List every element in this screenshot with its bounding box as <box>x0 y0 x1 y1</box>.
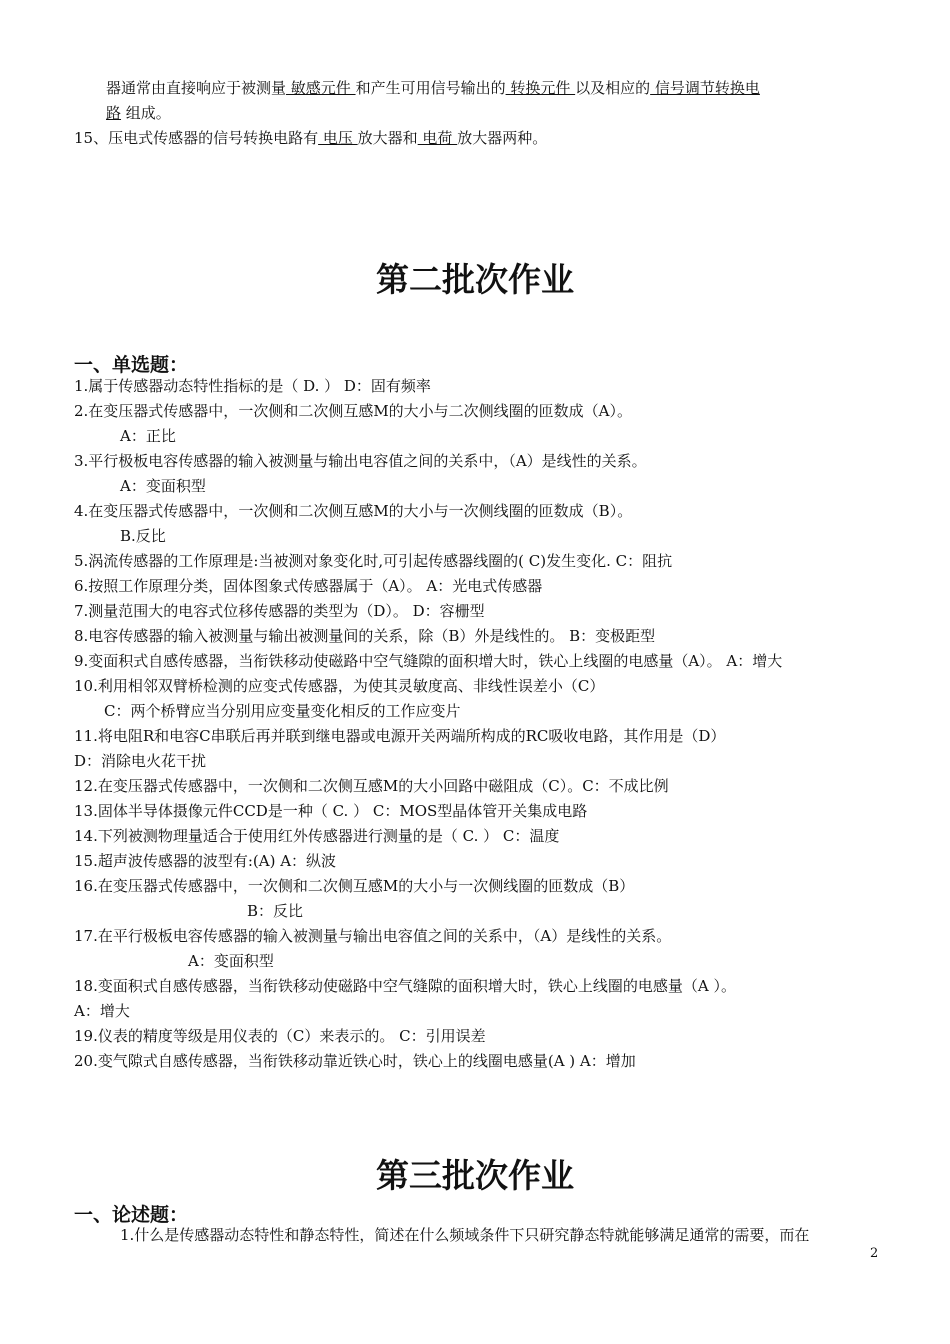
question-line: 15.超声波传感器的波型有:(A) A：纵波 <box>74 852 337 870</box>
answer-blank: 转换元件 <box>505 79 576 97</box>
fill-in-line-15 <box>74 128 547 148</box>
section-heading-single-choice: 一、单选题： <box>74 354 189 376</box>
page-number: 2 <box>870 1246 879 1261</box>
question-line: 16.在变压器式传感器中，一次侧和二次侧互感M的大小与一次侧线圈的匝数成（B） <box>74 877 635 895</box>
question-line: 17.在平行极板电容传感器的输入被测量与输出电容值之间的关系中，（A）是线性的关系。 <box>74 927 672 945</box>
answer-line: A：正比 <box>120 427 176 445</box>
question-line: 10.利用相邻双臂桥检测的应变式传感器，为使其灵敏度高、非线性误差小（C） <box>74 677 605 695</box>
text: 放大器两种。 <box>457 129 548 147</box>
question-line: 13.固体半导体摄像元件CCD是一种（ C. ） C：MOS型晶体管开关集成电路 <box>74 802 588 820</box>
answer-line: A：变面积型 <box>120 477 206 495</box>
section-heading-essay: 一、论述题： <box>74 1204 189 1226</box>
answer-line: D：消除电火花干扰 <box>74 752 207 770</box>
question-line: 12.在变压器式传感器中，一次侧和二次侧互感M的大小回路中磁阻成（C）。C：不成比例 <box>74 777 669 795</box>
question-line: 6.按照工作原理分类，固体图象式传感器属于（A）。 A：光电式传感器 <box>74 577 543 595</box>
question-line: 1.属于传感器动态特性指标的是（ D. ） D：固有频率 <box>74 377 431 395</box>
question-line: 8.电容传感器的输入被测量与输出被测量间的关系，除（B）外是线性的。 B：变极距型 <box>74 627 656 645</box>
answer-blank: 信号调节转换电 <box>650 79 760 97</box>
fill-in-line-14-end <box>106 103 171 123</box>
answer-line: B：反比 <box>247 902 304 920</box>
question-line: 14.下列被测物理量适合于使用红外传感器进行测量的是（ C. ） C：温度 <box>74 827 560 845</box>
question-line: 2.在变压器式传感器中，一次侧和二次侧互感M的大小与二次侧线圈的匝数成（A）。 <box>74 402 633 420</box>
text: 15、压电式传感器的信号转换电路有 <box>74 129 319 147</box>
section-title-batch-2: 第二批次作业 <box>376 260 574 299</box>
answer-blank: 电荷 <box>417 129 458 147</box>
question-line: 7.测量范围大的电容式位移传感器的类型为（D）。 D：容栅型 <box>74 602 485 620</box>
section-title-batch-3: 第三批次作业 <box>376 1156 574 1195</box>
fill-in-line-14-cont <box>106 78 760 98</box>
text: 放大器和 <box>357 129 418 147</box>
text: 组成。 <box>121 104 171 122</box>
answer-blank: 电压 <box>318 129 358 147</box>
question-line: 4.在变压器式传感器中，一次侧和二次侧互感M的大小与一次侧线圈的匝数成（B）。 <box>74 502 633 520</box>
question-line: 20.变气隙式自感传感器，当衔铁移动靠近铁心时，铁心上的线圈电感量(A ) A：增加 <box>74 1052 636 1070</box>
text: 和产生可用信号输出的 <box>355 79 506 97</box>
answer-line: B.反比 <box>120 527 166 545</box>
answer-line: A：增大 <box>74 1002 130 1020</box>
answer-line: C：两个桥臂应当分别用应变量变化相反的工作应变片 <box>104 702 461 720</box>
question-line: 1.什么是传感器动态特性和静态特性，简述在什么频域条件下只研究静态特就能够满足通常的需要，而在 <box>120 1226 810 1244</box>
answer-blank: 路 <box>106 104 122 122</box>
text: 以及相应的 <box>575 79 651 97</box>
question-line: 9.变面积式自感传感器，当衔铁移动使磁路中空气缝隙的面积增大时，铁心上线圈的电感量（A）。 A：增大 <box>74 652 783 670</box>
question-line: 19.仪表的精度等级是用仪表的（C）来表示的。 C：引用误差 <box>74 1027 486 1045</box>
answer-line: A：变面积型 <box>188 952 274 970</box>
question-line: 5.涡流传感器的工作原理是:当被测对象变化时,可引起传感器线圈的( C)发生变化. C：阻抗 <box>74 552 673 570</box>
text: 器通常由直接响应于被测量 <box>106 79 287 97</box>
question-line: 3.平行极板电容传感器的输入被测量与输出电容值之间的关系中，（A）是线性的关系。 <box>74 452 647 470</box>
question-line: 18.变面积式自感传感器，当衔铁移动使磁路中空气缝隙的面积增大时，铁心上线圈的电感量（A ）。 <box>74 977 736 995</box>
question-line: 11.将电阻R和电容C串联后再并联到继电器或电源开关两端所构成的RC吸收电路，其作用是（D） <box>74 727 726 745</box>
answer-blank: 敏感元件 <box>286 79 356 97</box>
